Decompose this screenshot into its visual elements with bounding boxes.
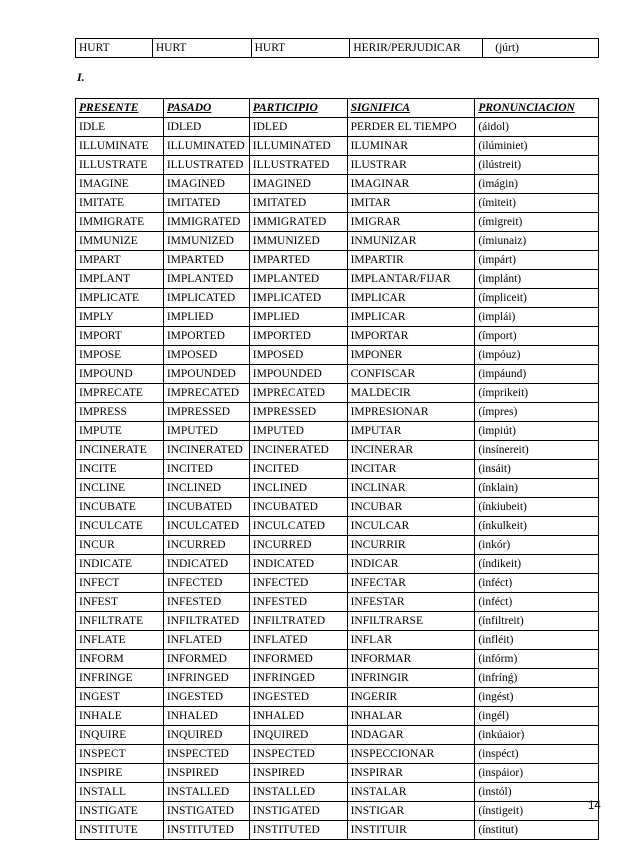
cell-meaning: IMPLICAR [347,289,475,308]
cell-past: INFRINGED [163,669,249,688]
cell-present: IMPLANT [76,270,164,289]
cell-meaning: PERDER EL TIEMPO [347,118,475,137]
cell-participle: INSTIGATED [249,802,347,821]
cell-present: INCUBATE [76,498,164,517]
cell-present: HURT [76,39,153,58]
cell-present: INQUIRE [76,726,164,745]
table-row [76,764,599,783]
cell-meaning: HERIR/PERJUDICAR [350,39,483,58]
cell-present: INSTALL [76,783,164,802]
table-row [76,441,599,460]
cell-pronunciation: (infléit) [475,631,599,650]
table-row [76,498,599,517]
cell-meaning: IMPRESIONAR [347,403,475,422]
cell-pronunciation: (impárt) [475,251,599,270]
cell-pronunciation: (ínklain) [475,479,599,498]
cell-present: INFRINGE [76,669,164,688]
cell-present: IMPRECATE [76,384,164,403]
cell-participle: INGESTED [249,688,347,707]
cell-past: INHALED [163,707,249,726]
table-row [76,460,599,479]
cell-meaning: INFRINGIR [347,669,475,688]
cell-present: IMPART [76,251,164,270]
header-present: PRESENTE [76,99,164,118]
cell-participle: IMAGINED [249,175,347,194]
cell-past: INSTALLED [163,783,249,802]
table-row [76,156,599,175]
table-row [76,308,599,327]
cell-meaning: INCURRIR [347,536,475,555]
cell-meaning: MALDECIR [347,384,475,403]
cell-past: IMPRESSED [163,403,249,422]
cell-past: INFILTRATED [163,612,249,631]
cell-pronunciation: (ímigreit) [475,213,599,232]
table-row [76,422,599,441]
cell-past: INCITED [163,460,249,479]
cell-present: INSTITUTE [76,821,164,840]
cell-present: IMPLY [76,308,164,327]
cell-meaning: INCULCAR [347,517,475,536]
cell-participle: INFORMED [249,650,347,669]
cell-participle: INCINERATED [249,441,347,460]
cell-participle: INFESTED [249,593,347,612]
cell-present: INSPECT [76,745,164,764]
cell-past: INFORMED [163,650,249,669]
cell-participle: IMPLANTED [249,270,347,289]
cell-participle: INQUIRED [249,726,347,745]
cell-present: INFORM [76,650,164,669]
cell-meaning: INCINERAR [347,441,475,460]
cell-present: IDLE [76,118,164,137]
cell-meaning: INHALAR [347,707,475,726]
cell-past: INCUBATED [163,498,249,517]
cell-pronunciation: (implánt) [475,270,599,289]
cell-present: IMPLICATE [76,289,164,308]
cell-present: INCUR [76,536,164,555]
cell-present: INFLATE [76,631,164,650]
cell-meaning: INDICAR [347,555,475,574]
cell-present: INFILTRATE [76,612,164,631]
cell-pronunciation: (impóuz) [475,346,599,365]
cell-participle: IMMIGRATED [249,213,347,232]
cell-present: IMPRESS [76,403,164,422]
cell-pronunciation: (ínstitut) [475,821,599,840]
cell-participle: INFLATED [249,631,347,650]
table-row [76,289,599,308]
cell-present: INFECT [76,574,164,593]
cell-past: INSTIGATED [163,802,249,821]
cell-past: IMPLICATED [163,289,249,308]
table-row [76,232,599,251]
table-row [76,783,599,802]
cell-meaning: INCUBAR [347,498,475,517]
table-row [76,403,599,422]
cell-past: INCINERATED [163,441,249,460]
cell-participle: IMPOSED [249,346,347,365]
cell-present: INSPIRE [76,764,164,783]
header-row [76,99,599,118]
cell-present: IMITATE [76,194,164,213]
cell-pronunciation: (inspáior) [475,764,599,783]
table-row [76,270,599,289]
table-row [76,688,599,707]
cell-pronunciation: (ingést) [475,688,599,707]
cell-past: IMPRECATED [163,384,249,403]
cell-past: IMITATED [163,194,249,213]
cell-participle: INSTITUTED [249,821,347,840]
cell-participle: IMPLICATED [249,289,347,308]
page-number: 14 [588,800,601,812]
table-row [76,213,599,232]
cell-past: IMPARTED [163,251,249,270]
cell-present: IMPUTE [76,422,164,441]
cell-past: INFESTED [163,593,249,612]
cell-past: IMPOUNDED [163,365,249,384]
table-row [76,194,599,213]
cell-present: IMPORT [76,327,164,346]
cell-participle: INHALED [249,707,347,726]
cell-participle: INCITED [249,460,347,479]
cell-present: INCITE [76,460,164,479]
cell-past: IMMUNIZED [163,232,249,251]
cell-pronunciation: (infrínǵ) [475,669,599,688]
table-row [76,39,599,58]
cell-past: INSPECTED [163,745,249,764]
cell-present: INCLINE [76,479,164,498]
cell-participle: IMPORTED [249,327,347,346]
cell-meaning: IMPLICAR [347,308,475,327]
cell-meaning: INSTALAR [347,783,475,802]
cell-meaning: INGERIR [347,688,475,707]
cell-pronunciation: (insáit) [475,460,599,479]
verb-table [75,98,599,840]
cell-meaning: INSPECCIONAR [347,745,475,764]
cell-pronunciation: (infórm) [475,650,599,669]
cell-pronunciation: (inspéct) [475,745,599,764]
cell-pronunciation: (ilústreit) [475,156,599,175]
table-row [76,745,599,764]
cell-participle: IMPOUNDED [249,365,347,384]
cell-pronunciation: (inféct) [475,593,599,612]
cell-present: INHALE [76,707,164,726]
cell-participle: ILLUSTRATED [249,156,347,175]
cell-past: INFECTED [163,574,249,593]
cell-present: IMAGINE [76,175,164,194]
cell-meaning: IMIGRAR [347,213,475,232]
cell-participle: IMPARTED [249,251,347,270]
cell-pronunciation: (ímprikeit) [475,384,599,403]
cell-past: ILLUMINATED [163,137,249,156]
cell-pronunciation: (insínereit) [475,441,599,460]
table-row [76,346,599,365]
cell-past: IMPUTED [163,422,249,441]
cell-pronunciation: (ímpliceit) [475,289,599,308]
cell-participle: IMPLIED [249,308,347,327]
cell-meaning: IMAGINAR [347,175,475,194]
table-row [76,612,599,631]
table-row [76,384,599,403]
table-row [76,251,599,270]
cell-present: INDICATE [76,555,164,574]
cell-pronunciation: (júrt) [483,39,599,58]
cell-participle: INFECTED [249,574,347,593]
cell-participle: ILLUMINATED [249,137,347,156]
cell-meaning: INFESTAR [347,593,475,612]
cell-past: HURT [152,39,251,58]
cell-meaning: INSTITUIR [347,821,475,840]
cell-present: IMMUNIZE [76,232,164,251]
cell-present: ILLUSTRATE [76,156,164,175]
cell-meaning: CONFISCAR [347,365,475,384]
cell-pronunciation: (ímpres) [475,403,599,422]
cell-meaning: IMPORTAR [347,327,475,346]
table-row [76,669,599,688]
cell-present: INGEST [76,688,164,707]
cell-meaning: ILUMINAR [347,137,475,156]
cell-pronunciation: (índikeit) [475,555,599,574]
table-row [76,555,599,574]
cell-meaning: IMPONER [347,346,475,365]
cell-participle: INCURRED [249,536,347,555]
cell-past: INSTITUTED [163,821,249,840]
table-row [76,536,599,555]
table-row [76,650,599,669]
cell-pronunciation: (instól) [475,783,599,802]
cell-participle: INSPIRED [249,764,347,783]
table-row [76,479,599,498]
table-row [76,726,599,745]
cell-past: INFLATED [163,631,249,650]
cell-pronunciation: (ímport) [475,327,599,346]
cell-meaning: INFILTRARSE [347,612,475,631]
header-past: PASADO [163,99,249,118]
header-pronunciation: PRONUNCIACION [475,99,599,118]
cell-past: IMAGINED [163,175,249,194]
cell-participle: INCUBATED [249,498,347,517]
table-row [76,631,599,650]
cell-present: INFEST [76,593,164,612]
cell-meaning: INDAGAR [347,726,475,745]
cell-meaning: IMPLANTAR/FIJAR [347,270,475,289]
table-row [76,137,599,156]
cell-past: INGESTED [163,688,249,707]
cell-meaning: IMITAR [347,194,475,213]
table-row [76,574,599,593]
header-meaning: SIGNIFICA [347,99,475,118]
cell-participle: INFILTRATED [249,612,347,631]
cell-present: INSTIGATE [76,802,164,821]
table-row [76,707,599,726]
cell-meaning: INCITAR [347,460,475,479]
cell-past: INCULCATED [163,517,249,536]
cell-present: IMPOSE [76,346,164,365]
cell-pronunciation: (imágin) [475,175,599,194]
cell-past: IMPORTED [163,327,249,346]
cell-pronunciation: (impiút) [475,422,599,441]
cell-pronunciation: (implái) [475,308,599,327]
cell-present: INCINERATE [76,441,164,460]
table-row [76,175,599,194]
table-row [76,802,599,821]
cell-participle: IMPRECATED [249,384,347,403]
cell-meaning: INSPIRAR [347,764,475,783]
cell-meaning: INFECTAR [347,574,475,593]
cell-participle: INCLINED [249,479,347,498]
cell-meaning: INSTIGAR [347,802,475,821]
cell-past: ILLUSTRATED [163,156,249,175]
cell-past: IMPOSED [163,346,249,365]
cell-meaning: INMUNIZAR [347,232,475,251]
cell-pronunciation: (ingél) [475,707,599,726]
cell-pronunciation: (ilúminiet) [475,137,599,156]
cell-pronunciation: (ínkiubeit) [475,498,599,517]
cell-participle: INDICATED [249,555,347,574]
cell-participle: INCULCATED [249,517,347,536]
cell-participle: INSTALLED [249,783,347,802]
cell-pronunciation: (ínkulkeit) [475,517,599,536]
cell-pronunciation: (inféct) [475,574,599,593]
cell-past: IMPLIED [163,308,249,327]
cell-past: IMPLANTED [163,270,249,289]
table-row [76,327,599,346]
cell-past: IDLED [163,118,249,137]
cell-present: IMMIGRATE [76,213,164,232]
cell-present: INCULCATE [76,517,164,536]
cell-participle: HURT [251,39,350,58]
cell-meaning: IMPARTIR [347,251,475,270]
cell-pronunciation: (inkúaior) [475,726,599,745]
table-row [76,118,599,137]
cell-participle: IMPUTED [249,422,347,441]
cell-participle: IMMUNIZED [249,232,347,251]
cell-past: INCURRED [163,536,249,555]
cell-past: INCLINED [163,479,249,498]
table-row [76,593,599,612]
cell-pronunciation: (impáund) [475,365,599,384]
cell-meaning: INCLINAR [347,479,475,498]
cell-pronunciation: (ínstigeit) [475,802,599,821]
cell-participle: INSPECTED [249,745,347,764]
cell-present: IMPOUND [76,365,164,384]
cell-meaning: IMPUTAR [347,422,475,441]
cell-pronunciation: (ímiunaiz) [475,232,599,251]
cell-pronunciation: (áidol) [475,118,599,137]
cell-pronunciation: (ímiteit) [475,194,599,213]
cell-present: ILLUMINATE [76,137,164,156]
top-verb-table [75,38,599,58]
cell-past: INDICATED [163,555,249,574]
cell-participle: IDLED [249,118,347,137]
cell-meaning: INFORMAR [347,650,475,669]
cell-pronunciation: (ínfiltreit) [475,612,599,631]
cell-past: IMMIGRATED [163,213,249,232]
cell-pronunciation: (inkór) [475,536,599,555]
section-heading: I. [77,70,85,84]
cell-past: INQUIRED [163,726,249,745]
table-row [76,517,599,536]
table-row [76,821,599,840]
table-row [76,365,599,384]
cell-participle: IMITATED [249,194,347,213]
cell-participle: INFRINGED [249,669,347,688]
cell-meaning: INFLAR [347,631,475,650]
cell-past: INSPIRED [163,764,249,783]
cell-meaning: ILUSTRAR [347,156,475,175]
cell-participle: IMPRESSED [249,403,347,422]
header-participle: PARTICIPIO [249,99,347,118]
